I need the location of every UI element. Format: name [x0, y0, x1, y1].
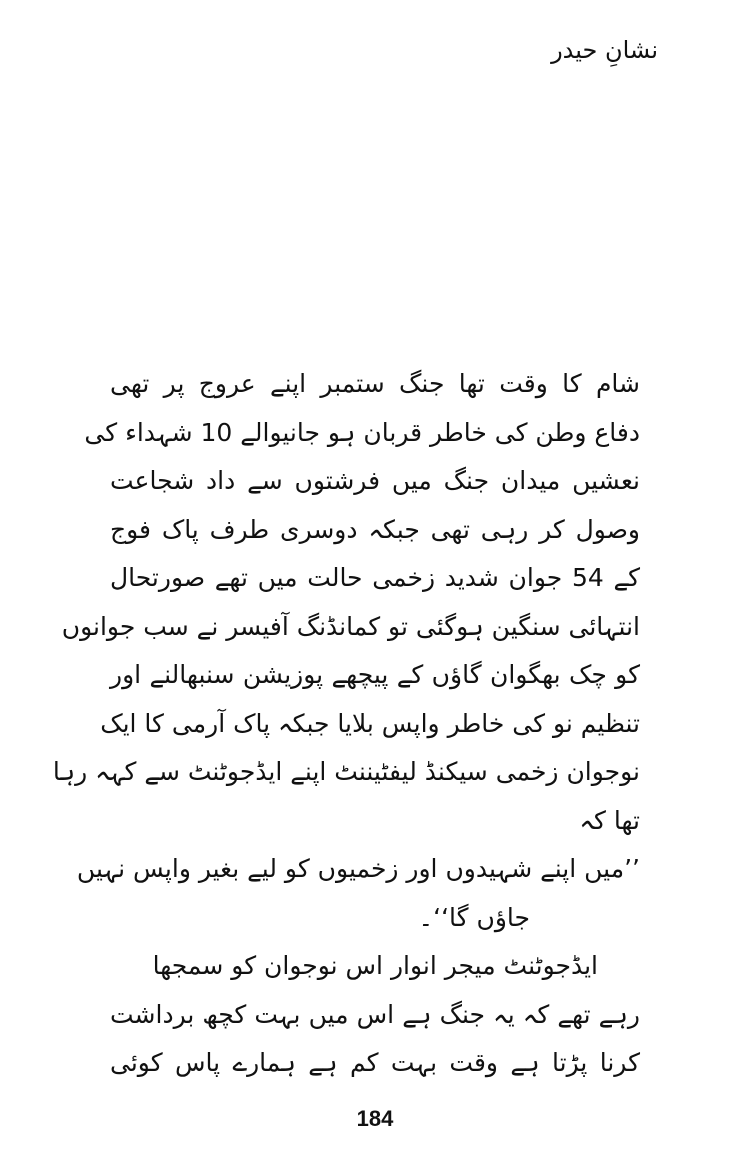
text-line: کے 54 جوان شدید زخمی حالت میں تھے صورتحال — [110, 563, 640, 592]
text-line: نوجوان زخمی سیکنڈ لیفٹیننٹ اپنے ایڈجوٹنٹ سے کہہ رہا — [52, 757, 640, 786]
text-line: کرنا پڑتا ہے وقت بہت کم ہے ہمارے پاس کوئی — [110, 1048, 640, 1077]
text-line: انتہائی سنگین ہوگئی تو کمانڈنگ آفیسر نے سب جوانوں — [61, 611, 640, 641]
text-line: تھا کہ — [579, 805, 640, 835]
text-line: تنظیم نو کی خاطر واپس بلایا جبکہ پاک آرمی کا ایک — [100, 708, 640, 738]
text-line: کو چک بھگوان گاؤں کے پیچھے پوزیشن سنبھالنے اور — [110, 660, 640, 689]
body-text — [52, 360, 640, 1088]
text-line: دفاع وطن کی خاطر قربان ہو جانیوالے 10 شہداء کی — [84, 417, 640, 447]
text-line: وصول کر رہی تھی جبکہ دوسری طرف پاک فوج — [110, 514, 640, 544]
text-line: شام کا وقت تھا جنگ ستمبر اپنے عروج پر تھی — [110, 369, 640, 398]
quote-line: جاؤں گا‘‘۔ — [418, 902, 530, 932]
quote-line: ’’میں اپنے شہیدوں اور زخمیوں کو لیے بغیر واپس نہیں — [76, 854, 640, 883]
running-header-title: نشانِ حیدر — [551, 36, 658, 64]
page-number: 184 — [356, 1106, 394, 1131]
text-line: رہے تھے کہ یہ جنگ ہے اس میں بہت کچھ برداشت — [110, 999, 640, 1029]
text-line: ایڈجوٹنٹ میجر انوار اس نوجوان کو سمجھا — [152, 951, 598, 980]
text-line: نعشیں میدان جنگ میں فرشتوں سے داد شجاعت — [110, 466, 640, 495]
